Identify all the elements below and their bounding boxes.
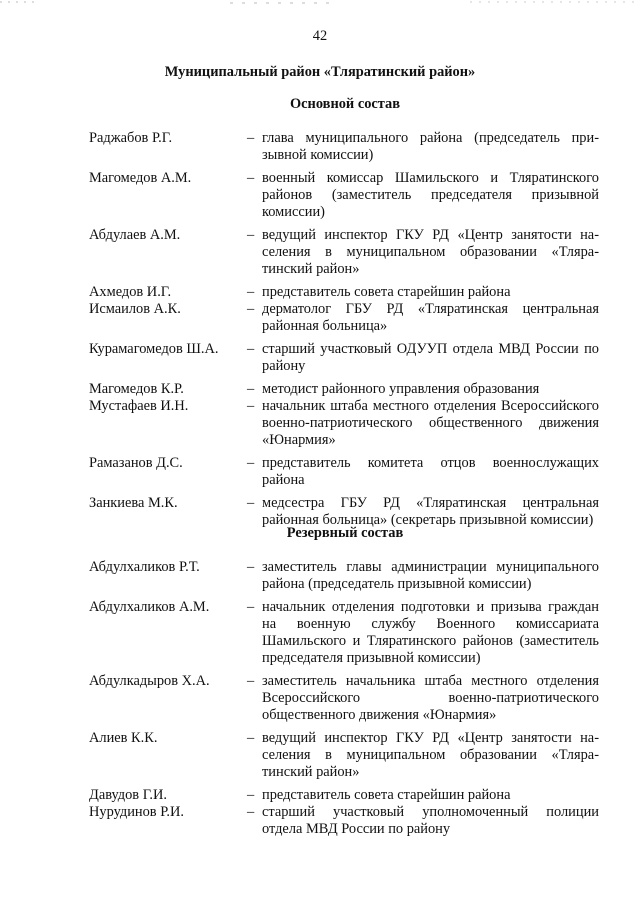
- member-row: [89, 130, 599, 164]
- reserve-composition-list: [89, 559, 599, 844]
- member-row: [89, 455, 599, 489]
- main-composition-list: [89, 130, 599, 535]
- member-role: заместитель главы администрации муниципального района (председатель призывной комиссии): [262, 559, 599, 592]
- member-role: военный комиссар Шамильского и Тляратинского районов (заместитель председателя призывной комиссии): [262, 170, 599, 220]
- member-dash: –: [247, 455, 255, 471]
- member-role: представитель комитета отцов военнослужащих района: [262, 455, 599, 488]
- member-row: [89, 170, 599, 221]
- member-role: начальник штаба местного отделения Всероссийского военно-патриотического общественного движения «Юнармия»: [262, 398, 599, 448]
- member-name: Абдулкадыров Х.А.: [89, 673, 210, 689]
- member-dash: –: [247, 559, 255, 575]
- member-dash: –: [247, 284, 255, 300]
- district-title: Муниципальный район «Тляратинский район»: [164, 64, 476, 80]
- member-row: [89, 398, 599, 449]
- member-name: Магомедов А.М.: [89, 170, 192, 186]
- member-dash: –: [247, 130, 255, 146]
- member-dash: –: [247, 227, 255, 243]
- member-role: начальник отделения подготовки и призыва граждан на военную службу Военного комиссариата Шамильского и Тляратинского районов (заместитель председателя призывной комиссии): [262, 599, 599, 666]
- member-role: заместитель начальника штаба местного отделения Всероссийского военно-патриотического общественного движения «Юнармия»: [262, 673, 599, 723]
- member-role: ведущий инспектор ГКУ РД «Центр занятости населения в муниципальном образовании «Тляратинский район»: [262, 730, 599, 780]
- member-role: старший участковый уполномоченный полиции отдела МВД России по району: [262, 804, 599, 837]
- member-name: Абдулаев А.М.: [89, 227, 181, 243]
- member-row: [89, 559, 599, 593]
- member-row: [89, 804, 599, 838]
- member-row: [89, 227, 599, 278]
- member-name: Раджабов Р.Г.: [89, 130, 173, 146]
- member-role: представитель совета старейшин района: [262, 284, 511, 300]
- member-role: медсестра ГБУ РД «Тляратинская центральная районная больница» (секретарь призывной комиссии): [262, 495, 599, 528]
- member-name: Исмаилов А.К.: [89, 301, 181, 317]
- member-role: представитель совета старейшин района: [262, 787, 511, 803]
- member-dash: –: [247, 787, 255, 803]
- member-row: [89, 787, 599, 804]
- member-role: ведущий инспектор ГКУ РД «Центр занятости населения в муниципальном образовании «Тляратинский район»: [262, 227, 599, 277]
- member-role: старший участковый ОДУУП отдела МВД России по району: [262, 341, 599, 374]
- member-dash: –: [247, 398, 255, 414]
- member-role: дерматолог ГБУ РД «Тляратинская центральная районная больница»: [262, 301, 599, 334]
- main-composition-heading: Основной состав: [289, 96, 401, 112]
- member-name: Ахмедов И.Г.: [89, 284, 172, 300]
- member-dash: –: [247, 730, 255, 746]
- member-row: [89, 381, 599, 398]
- member-dash: –: [247, 301, 255, 317]
- member-name: Мустафаев И.Н.: [89, 398, 189, 414]
- member-dash: –: [247, 495, 255, 511]
- member-row: [89, 599, 599, 667]
- member-name: Абдулхаликов Р.Т.: [89, 559, 200, 575]
- member-dash: –: [247, 341, 255, 357]
- member-name: Занкиева М.К.: [89, 495, 178, 511]
- member-role: глава муниципального района (председатель призывной комиссии): [262, 130, 599, 163]
- member-dash: –: [247, 804, 255, 820]
- page-number: 42: [312, 28, 328, 44]
- member-row: [89, 673, 599, 724]
- member-row: [89, 301, 599, 335]
- member-dash: –: [247, 381, 255, 397]
- member-name: Абдулхаликов А.М.: [89, 599, 210, 615]
- member-name: Магомедов К.Р.: [89, 381, 184, 397]
- member-role: методист районного управления образования: [262, 381, 540, 397]
- member-name: Рамазанов Д.С.: [89, 455, 183, 471]
- member-row: [89, 495, 599, 529]
- member-name: Курамагомедов Ш.А.: [89, 341, 219, 357]
- member-dash: –: [247, 599, 255, 615]
- scan-artifacts: [0, 0, 640, 12]
- member-row: [89, 730, 599, 781]
- member-name: Алиев К.К.: [89, 730, 158, 746]
- member-row: [89, 284, 599, 301]
- member-name: Давудов Г.И.: [89, 787, 167, 803]
- member-dash: –: [247, 170, 255, 186]
- member-row: [89, 341, 599, 375]
- reserve-composition-heading: Резервный состав: [286, 525, 404, 541]
- member-dash: –: [247, 673, 255, 689]
- member-name: Нурудинов Р.И.: [89, 804, 184, 820]
